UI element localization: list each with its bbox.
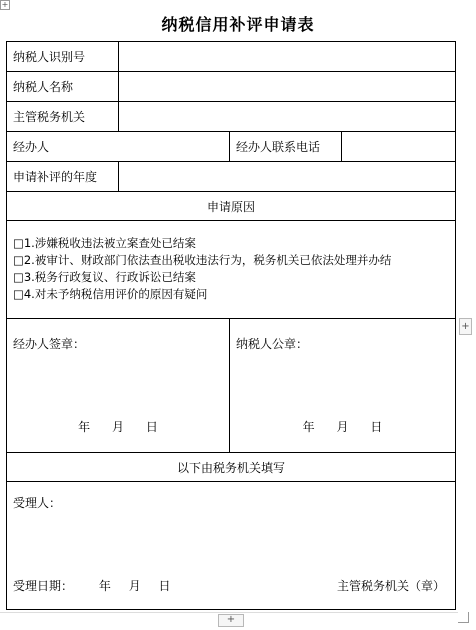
handler-sign-label: 经办人签章：: [13, 337, 86, 351]
row-reasons: [7, 221, 456, 319]
row-office-header: [7, 453, 456, 482]
handler-phone-label: 经办人联系电话: [230, 132, 342, 162]
reason-list: [7, 221, 456, 319]
row-year: [7, 162, 456, 192]
office-section-header: 以下由税务机关填写: [7, 453, 456, 482]
reason-header: 申请原因: [7, 192, 456, 221]
taxpayer-name-label: 纳税人名称: [7, 72, 119, 102]
row-taxpayer-name: [7, 72, 456, 102]
row-tax-office: [7, 102, 456, 132]
office-seal-label: 主管税务机关（章）: [337, 579, 446, 593]
year-field[interactable]: [119, 162, 456, 192]
handler-sign-date: 年 月 日: [78, 420, 158, 434]
row-handler: [7, 132, 456, 162]
row-signatures: [7, 319, 456, 453]
tax-office-field[interactable]: [119, 102, 456, 132]
taxpayer-seal-label: 纳税人公章：: [236, 337, 309, 351]
page-title: 纳税信用补评申请表: [161, 15, 315, 34]
application-form-table: [6, 41, 456, 610]
taxpayer-name-field[interactable]: [119, 72, 456, 102]
handler-label: 经办人: [7, 132, 230, 162]
row-taxpayer-id: [7, 42, 456, 72]
year-label: 申请补评的年度: [7, 162, 119, 192]
row-office-accept: [7, 482, 456, 610]
taxpayer-id-field[interactable]: [119, 42, 456, 72]
add-row-plus-icon[interactable]: +: [218, 614, 244, 627]
reason-option-2[interactable]: □2.被审计、财政部门依法查出税收违法行为，税务机关已依法处理并办结: [13, 253, 392, 267]
add-column-plus-icon[interactable]: +: [459, 318, 472, 335]
resize-handle-icon[interactable]: [458, 612, 469, 623]
page-bottom-divider: [0, 612, 458, 613]
taxpayer-seal-date: 年 月 日: [302, 420, 383, 434]
reason-option-3[interactable]: □3.税务行政复议、行政诉讼已结案: [13, 270, 196, 284]
tax-office-label: 主管税务机关: [7, 102, 119, 132]
taxpayer-id-label: 纳税人识别号: [7, 42, 119, 72]
reason-option-1[interactable]: □1.涉嫌税收违法被立案查处已结案: [13, 236, 196, 250]
handler-phone-field[interactable]: [342, 132, 456, 162]
handler-sign-cell[interactable]: [7, 319, 230, 453]
office-accept-cell[interactable]: [7, 482, 456, 610]
accept-date: 受理日期： 年 月 日: [13, 579, 171, 593]
acceptor-label: 受理人：: [13, 496, 62, 510]
move-handle-icon[interactable]: +: [1, 0, 9, 9]
taxpayer-seal-cell[interactable]: [230, 319, 456, 453]
accept-bottom-line: [13, 577, 445, 594]
row-reason-header: [7, 192, 456, 221]
reason-option-4[interactable]: □4.对未予纳税信用评价的原因有疑问: [13, 287, 208, 301]
